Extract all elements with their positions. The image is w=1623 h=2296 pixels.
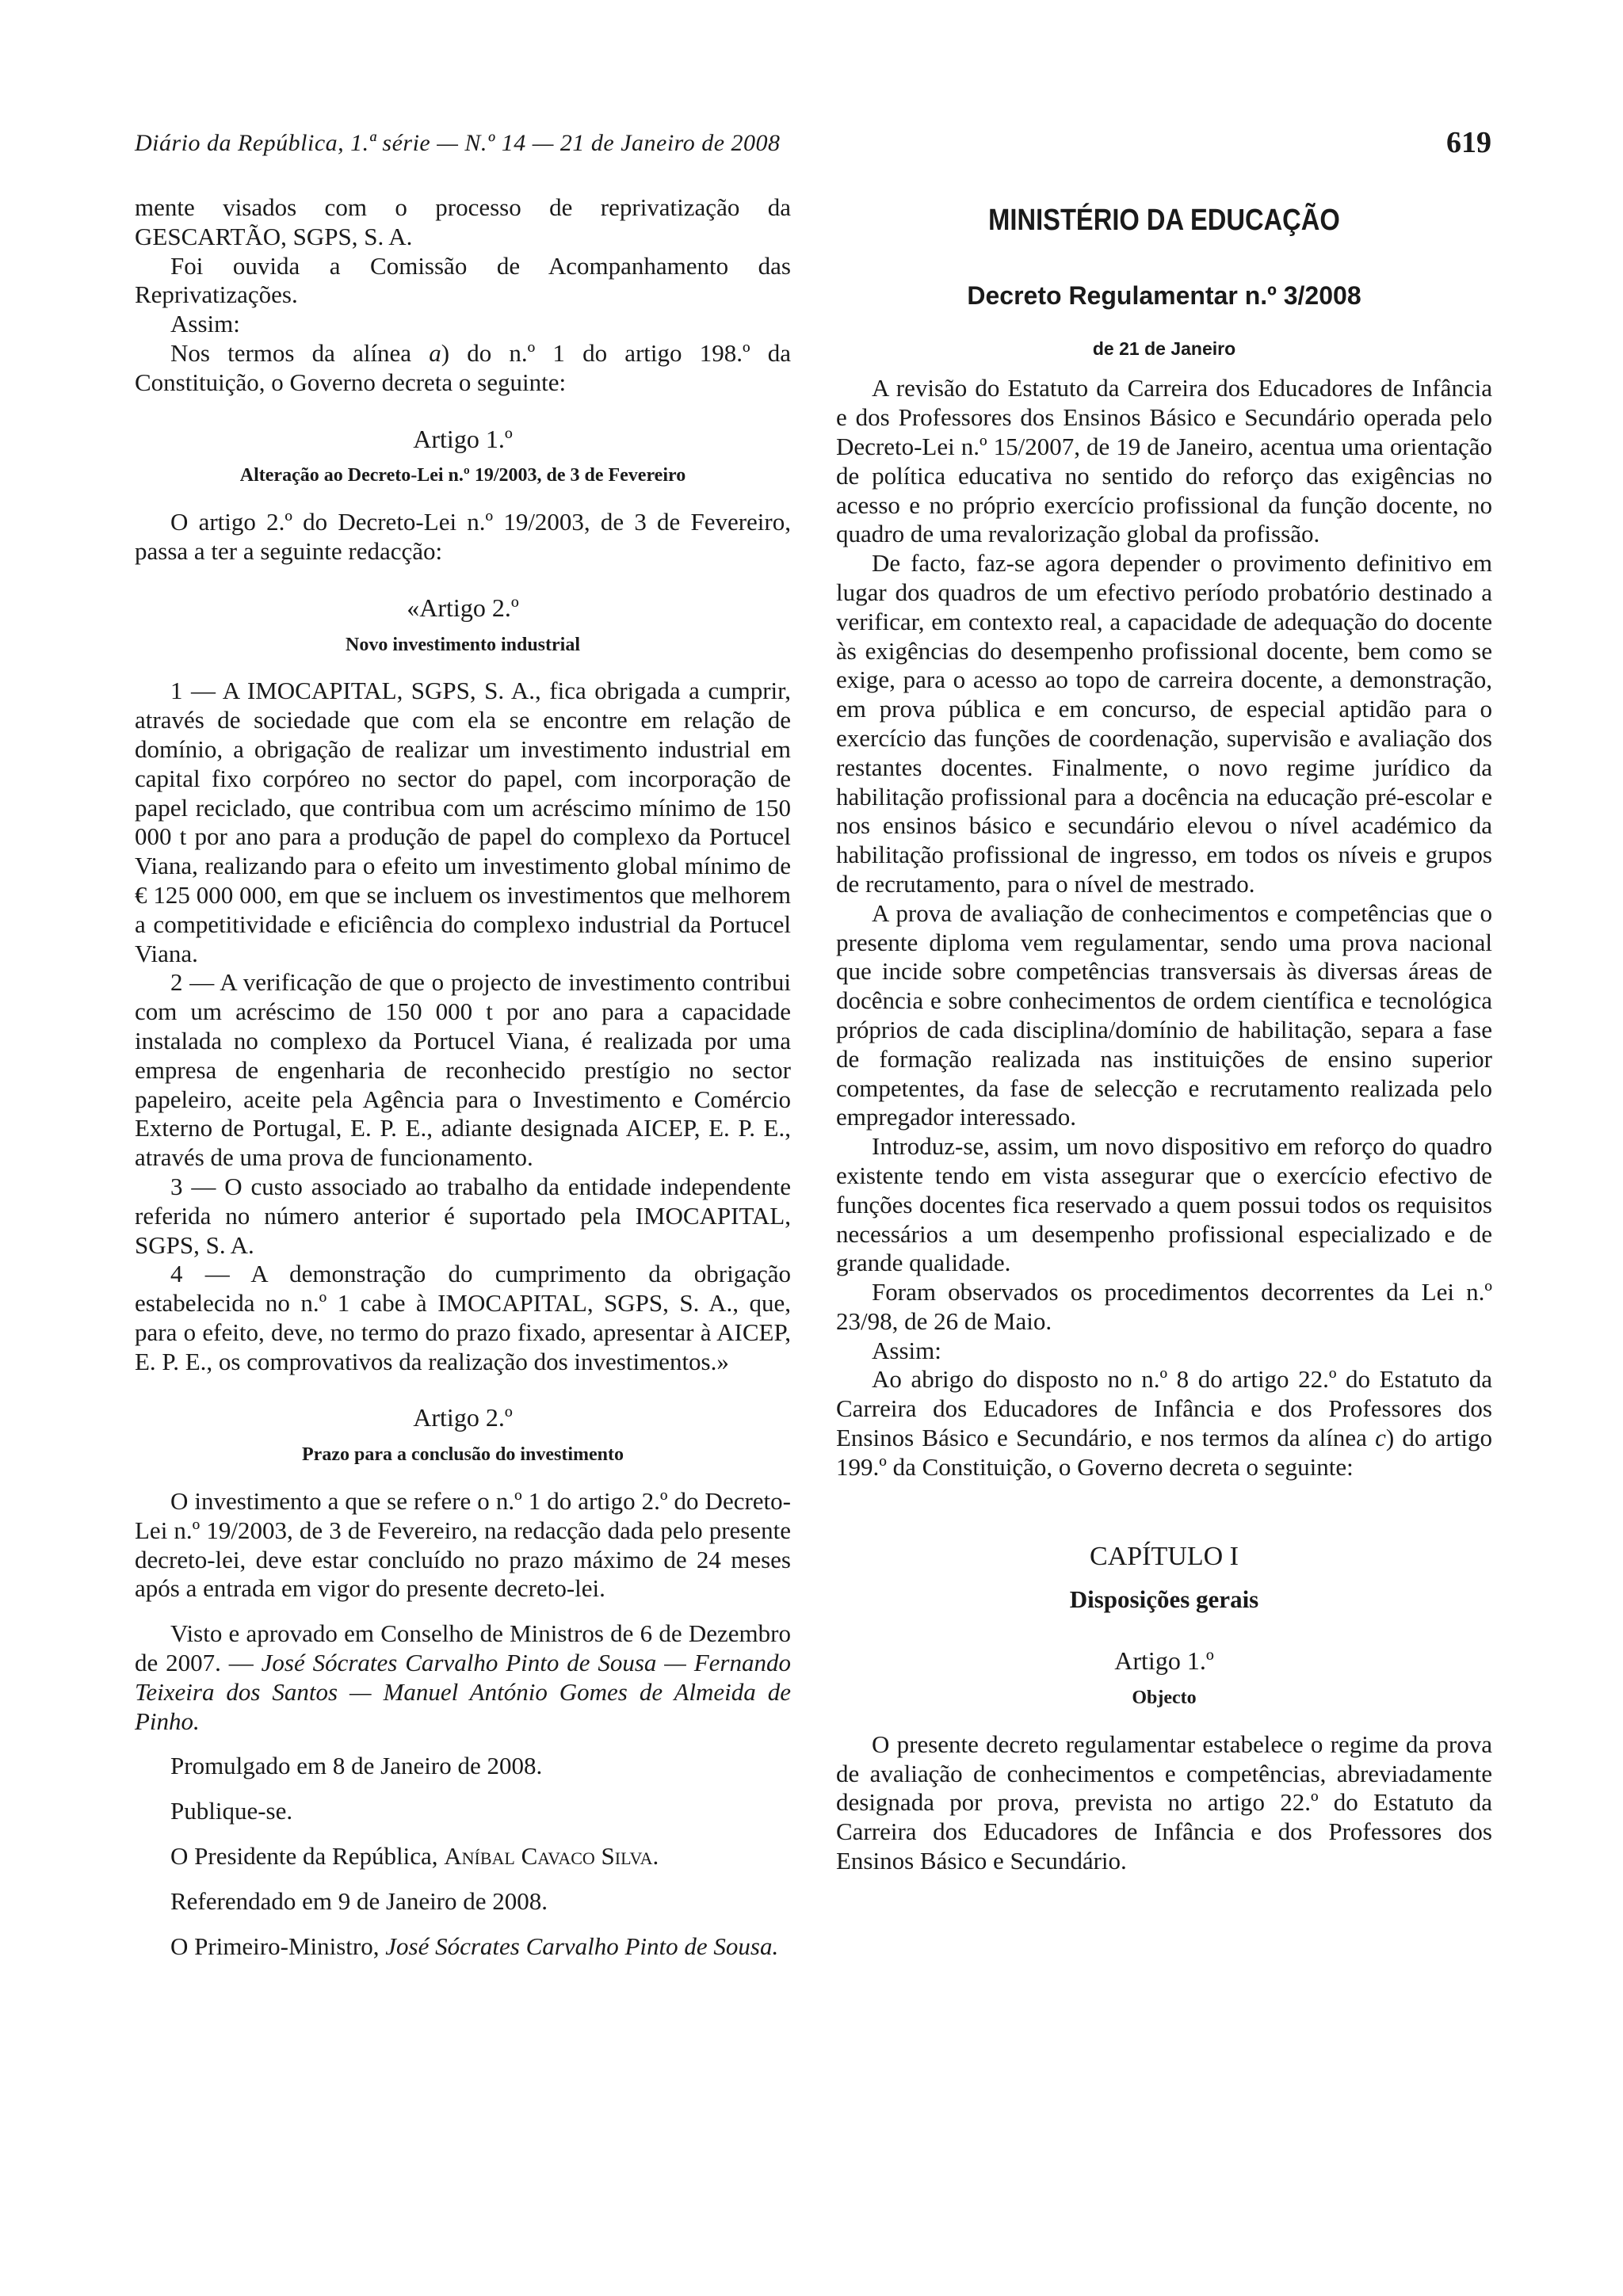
italic-run: a (429, 338, 441, 367)
paragraph: Foram observados os procedimentos decorrentes da Lei n.º 23/98, de 26 de Maio. (836, 1278, 1492, 1335)
paragraph: 2 — A verificação de que o projecto de investimento contribui com um acréscimo de 150 000 t por ano para a capacidade instalada no complexo da Portucel Viana, é realizada por uma empresa de engenharia de reconhecido prestígio no sector papeleiro, aceite pela Agência para o Investimento e Comércio Externo de Portugal, E. P. E., adiante designada AICEP, E. P. E., através de uma prova de funcionamento. (135, 968, 791, 1172)
paragraph: O presente decreto regulamentar estabelece o regime da prova de avaliação de conhecimentos e competências, abreviadamente designada por prova, prevista no artigo 22.º do Estatuto da Carreira dos Educadores de Infância e dos Professores dos Ensinos Básico e Secundário. (836, 1730, 1492, 1875)
article-subtitle: Objecto (1132, 1688, 1197, 1709)
text-run: O Presidente da República, (170, 1842, 445, 1871)
paragraph: O artigo 2.º do Decreto-Lei n.º 19/2003, de 3 de Fevereiro, passa a ter a seguinte redacção: (135, 508, 791, 565)
paragraph (836, 1365, 1492, 1482)
paragraph: Assim: (170, 310, 240, 338)
article-heading: Artigo 2.º (413, 1403, 513, 1432)
chapter-title: Disposições gerais (1069, 1585, 1259, 1614)
paragraph: Publique-se. (170, 1797, 293, 1825)
prime-minister-name: José Sócrates Carvalho Pinto de Sousa. (385, 1932, 779, 1960)
paragraph (135, 1932, 791, 1962)
paragraph: A revisão do Estatuto da Carreira dos Educadores de Infância e dos Professores dos Ensinos Básico e Secundário operada pelo Decreto-Lei n.º 15/2007, de 19 de Janeiro, acentua uma orientação de política educativa no sentido do reforço das exigências no acesso e no próprio exercício profissional da função docente, no quadro de uma revalorização global da profissão. (836, 374, 1492, 548)
text-run: ) do n.º 1 do artigo 198.º da Constituição, o Governo decreta o seguinte: (135, 338, 791, 396)
page-number: 619 (1446, 126, 1491, 159)
paragraph: A prova de avaliação de conhecimentos e competências que o presente diploma vem regulamentar, sendo uma prova nacional que incide sobre competências transversais às diversas áreas de docência e sobre conhecimentos de ordem científica e tecnológica próprios de cada disciplina/domínio de habilitação, separa a fase de formação realizada nas instituições de ensino superior competentes, da fase de selecção e recrutamento realizada pelo empregador interessado. (836, 898, 1492, 1131)
text-run: O Primeiro-Ministro, (170, 1932, 386, 1960)
text-run: Nos termos da alínea (170, 338, 430, 367)
ministry-heading: MINISTÉRIO DA EDUCAÇÃO (988, 204, 1340, 237)
page-header (135, 125, 1491, 170)
decree-date: de 21 de Janeiro (1092, 338, 1236, 359)
paragraph: 4 — A demonstração do cumprimento da obrigação estabelecida no n.º 1 cabe à IMOCAPITAL, SGPS, S. A., que, para o efeito, deve, no termo do prazo fixado, apresentar à AICEP, E. P. E., os comprovativos da realização dos investimentos.» (135, 1260, 791, 1375)
article-heading: Artigo 1.º (413, 424, 513, 453)
paragraph: mente visados com o processo de reprivatização da GESCARTÃO, SGPS, S. A. (135, 193, 791, 250)
text-run: ) do artigo 199.º da Constituição, o Governo decreta o seguinte: (836, 1424, 1492, 1481)
paragraph (135, 1619, 791, 1736)
paragraph: Assim: (872, 1336, 941, 1364)
signatories: José Sócrates Carvalho Pinto de Sousa — Fernando Teixeira dos Santos — Manuel António Gomes de Almeida de Pinho. (135, 1649, 791, 1735)
president-name: Aníbal Cavaco Silva. (444, 1842, 659, 1871)
paragraph: 3 — O custo associado ao trabalho da entidade independente referida no número anterior é suportado pela IMOCAPITAL, SGPS, S. A. (135, 1172, 791, 1259)
paragraph: 1 — A IMOCAPITAL, SGPS, S. A., fica obrigada a cumprir, através de sociedade que com ela se encontre em relação de domínio, a obrigação de realizar um investimento industrial em capital fixo corpóreo no sector do papel, com incorporação de papel reciclado, que contribua com um acréscimo mínimo de 150 000 t por ano para a produção de papel do complexo da Portucel Viana, realizando para o efeito um investimento global mínimo de € 125 000 000, em que se incluem os investimentos que melhorem a competitividade e eficiência do complexo industrial da Portucel Viana. (135, 677, 791, 967)
italic-run: c (1375, 1424, 1386, 1452)
chapter-heading: CAPÍTULO I (1090, 1541, 1239, 1571)
paragraph: Introduz-se, assim, um novo dispositivo em reforço do quadro existente tendo em vista assegurar que o exercício efectivo de funções docentes fica reservado a quem possui todos os requisitos necessários a um desempenho profissional especializado e de grande qualidade. (836, 1132, 1492, 1277)
article-subtitle: Prazo para a conclusão do investimento (302, 1444, 624, 1466)
article-subtitle: Novo investimento industrial (345, 634, 580, 655)
left-column (135, 193, 791, 1961)
right-column (836, 193, 1492, 1876)
running-head: Diário da República, 1.ª série — N.º 14 — 21 de Janeiro de 2008 (135, 130, 781, 156)
paragraph: Referendado em 9 de Janeiro de 2008. (170, 1886, 548, 1915)
paragraph: Foi ouvida a Comissão de Acompanhamento das Reprivatizações. (135, 251, 791, 309)
paragraph: Promulgado em 8 de Janeiro de 2008. (170, 1752, 543, 1780)
article-heading: «Artigo 2.º (407, 593, 519, 622)
paragraph (135, 339, 791, 398)
article-heading: Artigo 1.º (1114, 1646, 1214, 1676)
text-run: Ao abrigo do disposto no n.º 8 do artigo 22.º do Estatuto da Carreira dos Educadores de Infância e dos Professores dos Ensinos Básico e Secundário, e nos termos da alínea (836, 1365, 1492, 1452)
text-run: Visto e aprovado em Conselho de Ministros de 6 de Dezembro de 2007. — (135, 1619, 791, 1677)
paragraph: De facto, faz-se agora depender o provimento definitivo em lugar dos quadros de um efectivo período probatório destinado a verificar, em contexto real, a capacidade de adequação do docente às exigências do desempenho profissional docente, bem como se exige, para o acesso ao topo de carreira docente, a demonstração, em prova pública e em concurso, de especial aptidão para o exercício das funções de coordenação, supervisão e avaliação dos restantes docentes. Finalmente, o novo regime jurídico da habilitação profissional para a docência na educação pré-escolar e nos ensinos básico e secundário elevou o nível académico da habilitação profissional de ingresso, em todos os níveis e grupos de recrutamento, para o nível de mestrado. (836, 549, 1492, 898)
decree-title: Decreto Regulamentar n.º 3/2008 (967, 280, 1361, 310)
paragraph (135, 1842, 791, 1871)
paragraph: O investimento a que se refere o n.º 1 do artigo 2.º do Decreto-Lei n.º 19/2003, de 3 de Fevereiro, na redacção dada pelo presente decreto-lei, deve estar concluído no prazo máximo de 24 meses após a entrada em vigor do presente decreto-lei. (135, 1487, 791, 1603)
article-subtitle: Alteração ao Decreto-Lei n.º 19/2003, de 3 de Fevereiro (239, 465, 686, 486)
